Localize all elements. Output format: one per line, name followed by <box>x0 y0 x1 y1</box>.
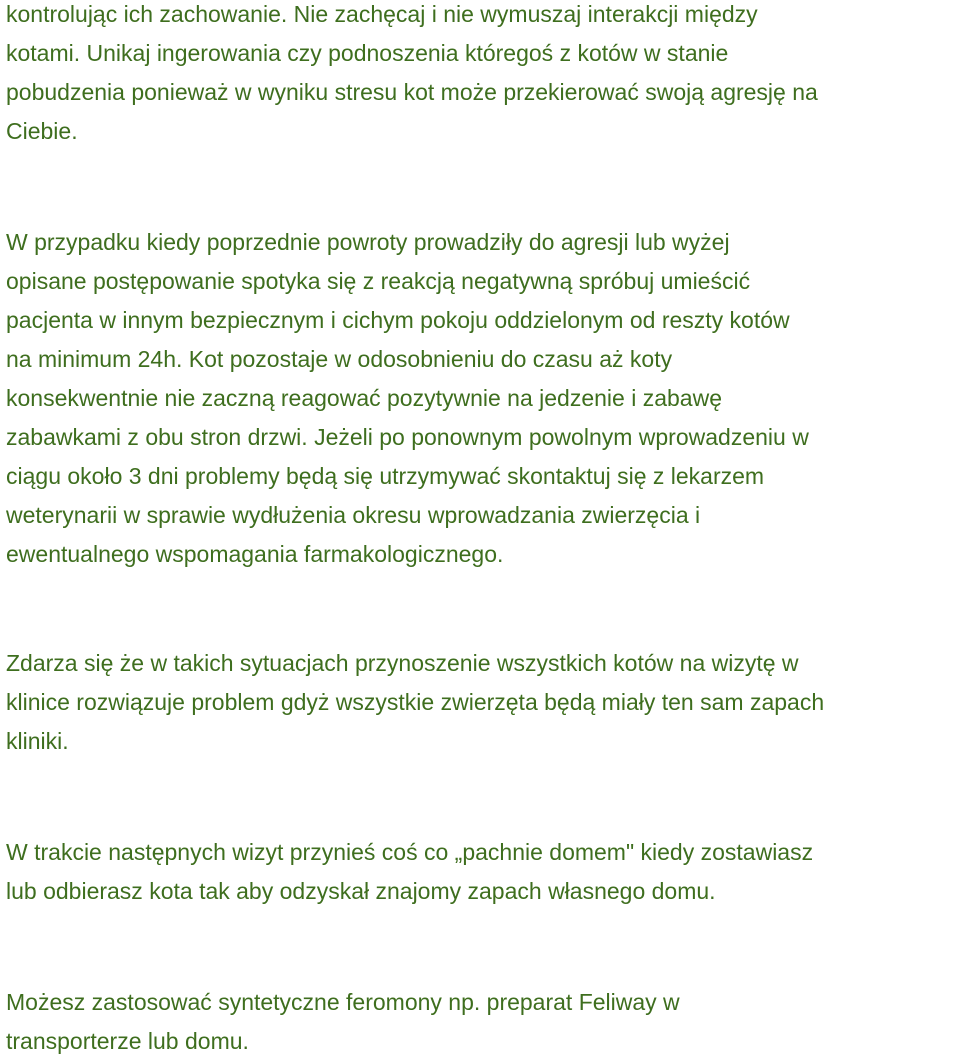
text-line: klinice rozwiązuje problem gdyż wszystkie zwierzęta będą miały ten sam zapach <box>6 689 825 715</box>
text-line: na minimum 24h. Kot pozostaje w odosobnieniu do czasu aż koty <box>6 346 673 372</box>
paragraph-4 <box>6 833 813 911</box>
text-line: ciągu około 3 dni problemy będą się utrzymywać skontaktuj się z lekarzem <box>6 463 765 489</box>
text-line: kotami. Unikaj ingerowania czy podnoszenia któregoś z kotów w stanie <box>6 40 729 66</box>
text-line: weterynarii w sprawie wydłużenia okresu wprowadzania zwierzęcia i <box>6 502 701 528</box>
text-line: pobudzenia ponieważ w wyniku stresu kot może przekierować swoją agresję na <box>6 79 818 105</box>
paragraph-5 <box>6 983 680 1061</box>
text-line: kontrolując ich zachowanie. Nie zachęcaj i nie wymuszaj interakcji między <box>6 1 758 27</box>
text-line: ewentualnego wspomagania farmakologicznego. <box>6 541 504 567</box>
text-line: zabawkami z obu stron drzwi. Jeżeli po ponownym powolnym wprowadzeniu w <box>6 424 809 450</box>
text-line: lub odbierasz kota tak aby odzyskał znajomy zapach własnego domu. <box>6 878 716 904</box>
text-line: transporterze lub domu. <box>6 1028 249 1054</box>
text-line: kliniki. <box>6 728 69 754</box>
text-line: konsekwentnie nie zaczną reagować pozytywnie na jedzenie i zabawę <box>6 385 722 411</box>
text-line: Ciebie. <box>6 118 78 144</box>
text-line: pacjenta w innym bezpiecznym i cichym pokoju oddzielonym od reszty kotów <box>6 307 790 333</box>
text-line: W przypadku kiedy poprzednie powroty prowadziły do agresji lub wyżej <box>6 229 730 255</box>
text-line: Zdarza się że w takich sytuacjach przynoszenie wszystkich kotów na wizytę w <box>6 650 799 676</box>
text-line: W trakcie następnych wizyt przynieś coś co „pachnie domem" kiedy zostawiasz <box>6 839 814 865</box>
paragraph-3 <box>6 644 824 761</box>
text-line: opisane postępowanie spotyka się z reakcją negatywną spróbuj umieścić <box>6 268 751 294</box>
paragraph-1 <box>6 0 818 151</box>
paragraph-2 <box>6 223 809 574</box>
text-line: Możesz zastosować syntetyczne feromony np. preparat Feliway w <box>6 989 680 1015</box>
